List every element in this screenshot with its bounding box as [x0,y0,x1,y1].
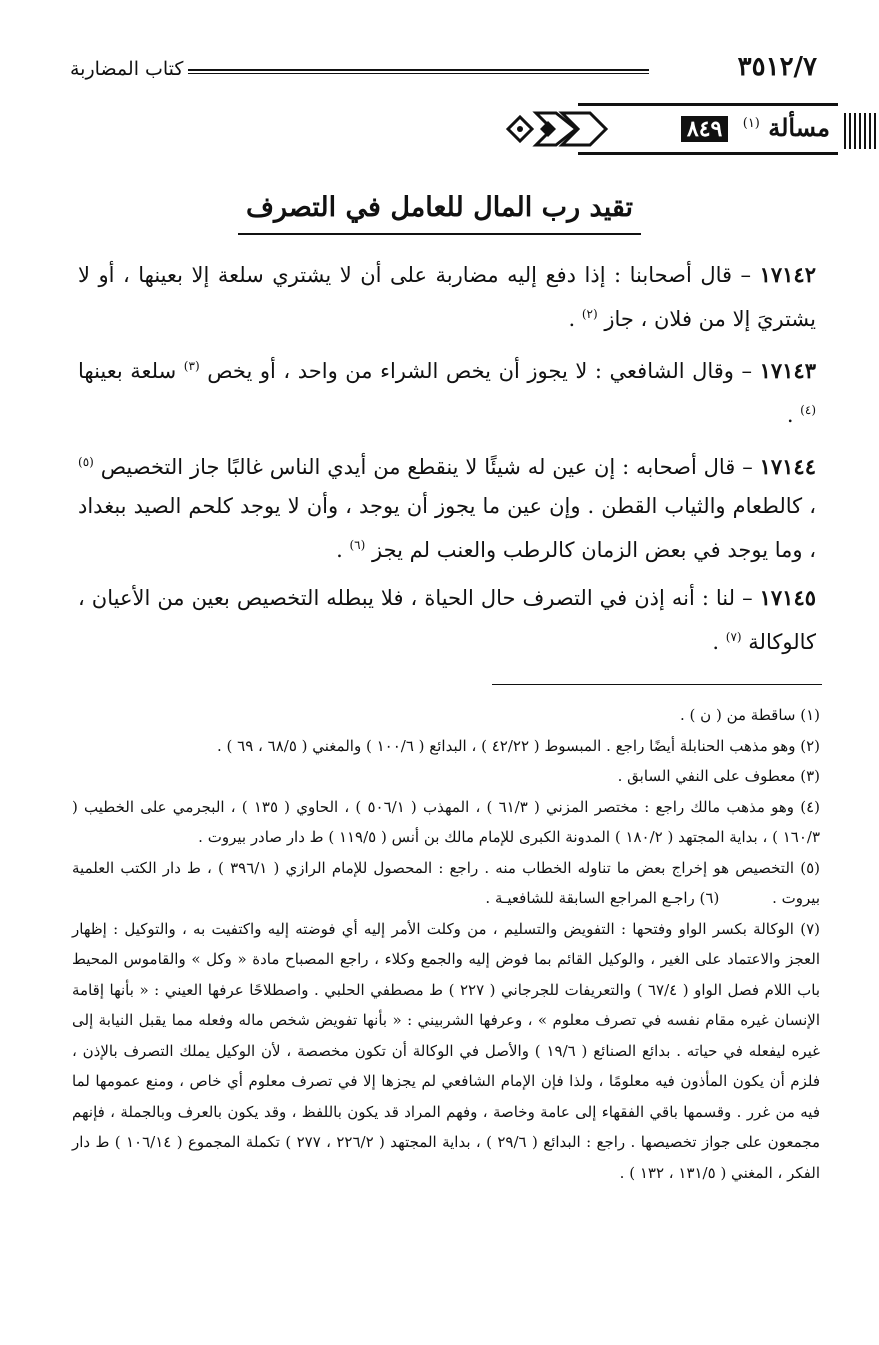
paragraph-17144 [78,443,816,570]
paragraph-text: – قال أصحابنا : إذا دفع إليه مضاربة على أن لا يشتري سلعة إلا بعينها ، أو لا يشتريَ إلا من فلان ، جاز [78,263,816,331]
paragraph-number: ١٧١٤٣ [759,358,816,383]
footnotes [72,700,820,1188]
paragraph-end: . [568,307,582,331]
footnote-ref: (٦) [349,538,366,552]
paragraph-text-2: سلعة بعينها [78,359,177,383]
paragraph-17142 [78,255,816,339]
footnote-3: (٣) معطوف على النفي السابق . [617,767,820,785]
footnote-ref: (٢) [581,307,598,321]
section-title-text: تقيد رب المال للعامل في التصرف [238,192,641,235]
footnote-4: (٤) وهو مذهب مالك راجع : مختصر المزني ( ٦١/٣ ) ، المهذب ( ٥٠٦/١ ) ، الحاوي ( ١٣٥ ) ، البجرمي على الخطيب ( ١٦٠/٣ ) ، بداية المجتهد ( ١٨٠/٢ ) المدونة الكبرى للإمام مالك بن أنس ( ١١٩/٥ ) ط دار صادر بيروت . [72,797,820,846]
paragraph-end: . [336,538,350,562]
footnote-ref: (٣) [183,359,200,373]
footnote-5: (٥) التخصيص هو إخراج بعض ما تناوله الخطاب منه . راجع : المحصول للإمام الرازي ( ٣٩٦/١ ) ، ط دار الكتب العلمية بيروت . [72,858,820,907]
footnote-5-6 [72,853,820,914]
paragraph-text-2: ، كالطعام والثياب القطن . وإن عين ما يجوز أن يوجد ، وأن لا يوجد كلحم الصيد ببغداد ، وما يوجد في بعض الزمان كالرطب والعنب لم يجز [78,494,816,562]
footnote-2: (٢) وهو مذهب الحنابلة أيضًا راجع . المبسوط ( ٤٢/٢٢ ) ، البدائع ( ١٠٠/٦ ) والمغني ( ٦٨/٥ ، ٦٩ ) . [216,736,820,755]
footnote-ref: (٥) [78,455,94,469]
striped-ornament [844,113,878,149]
arabesque-ornament-icon [500,107,612,151]
issue-footnote-ref: (١) [742,116,760,131]
page-number: ٣٥١٢/٧ [737,52,817,82]
paragraph-end: . [786,403,801,427]
running-header [70,52,817,92]
paragraph-text: – قال أصحابه : إن عين له شيئًا لا ينقطع من أيدي الناس غالبًا جاز التخصيص [100,455,753,479]
footnote-7: (٧) الوكالة بكسر الواو وفتحها : التفويض والتسليم ، من وكلت الأمر إليه أي فوضته إليه واكتفيت به ، والتوكيل : إظهار العجز والاعتماد على الغير ، والوكيل القائم بما فوض إليه والجمع وكلاء ، راجع المصباح مادة « وكل » والقاموس المحيط باب اللام فصل الواو ( ٦٧/٤ ) والتعريفات للجرجاني ( ٢٢٧ ) ط مصطفي الحلبي . واصطلاحًا عرفها العيني : « بأنها إقامة الإنسان غيره مقام نفسه في تصرف معلوم » ، وعرفها الشربيني : « بأنها تفويض شخص ماله وفعله مما يقبل النيابة إلى غيره ليفعله في حياته . بدائع الصنائع ( ١٩/٦ ) والأصل في الوكالة أن تكون مخصصة ، لأن الوكيل يملك التصرف بالإذن ، فلزم أن يكون المأذون فيه معلومًا ، ولذا فإن الإمام الشافعي لم يجزها إلا في تصرف معلوم أي خاص ، ومنع عمومها لما فيه من غرر . وقسمها باقي الفقهاء إلى عامة وخاصة ، وفهم المراد قد يكون باللفظ ، وقد يكون بالعرف وبالجملة ، فإنهم مجمعون على جواز تخصيصها . راجع : البدائع ( ٢٩/٦ ) ، بداية المجتهد ( ٢٢٦/٢ ، ٢٧٧ ) تكملة المجموع ( ١٠٦/١٤ ) ط دار الفكر ، المغني ( ١٣١/٥ ، ١٣٢ ) . [72,919,820,1182]
paragraph-text: – لنا : أنه إذن في التصرف حال الحياة ، فلا يبطله التخصيص بعين من الأعيان ، كالوكالة [78,586,816,654]
paragraph-17143 [78,347,816,435]
issue-label [681,113,830,142]
paragraph-17145 [78,578,816,662]
section-title [0,192,879,235]
issue-number: ٨٤٩ [681,116,728,142]
paragraph-number: ١٧١٤٢ [759,262,816,287]
issue-banner [500,103,878,155]
footnote-ref: (٧) [725,630,742,644]
main-text [78,255,816,670]
footnote-1: (١) ساقطة من ( ن ) . [680,706,820,724]
header-rule [188,69,649,74]
paragraph-end: . [712,630,726,654]
paragraph-text: – وقال الشافعي : لا يجوز أن يخص الشراء من واحد ، أو يخص [207,359,753,383]
footnote-ref: (٤) [800,403,816,417]
footnote-separator [492,684,822,685]
issue-word: مسألة [768,113,830,142]
footnote-6: (٦) راجـع المراجع السابقة للشافعيـة . [485,889,720,907]
paragraph-number: ١٧١٤٤ [759,454,816,479]
book-title: كتاب المضاربة [70,58,184,80]
paragraph-number: ١٧١٤٥ [759,585,817,610]
